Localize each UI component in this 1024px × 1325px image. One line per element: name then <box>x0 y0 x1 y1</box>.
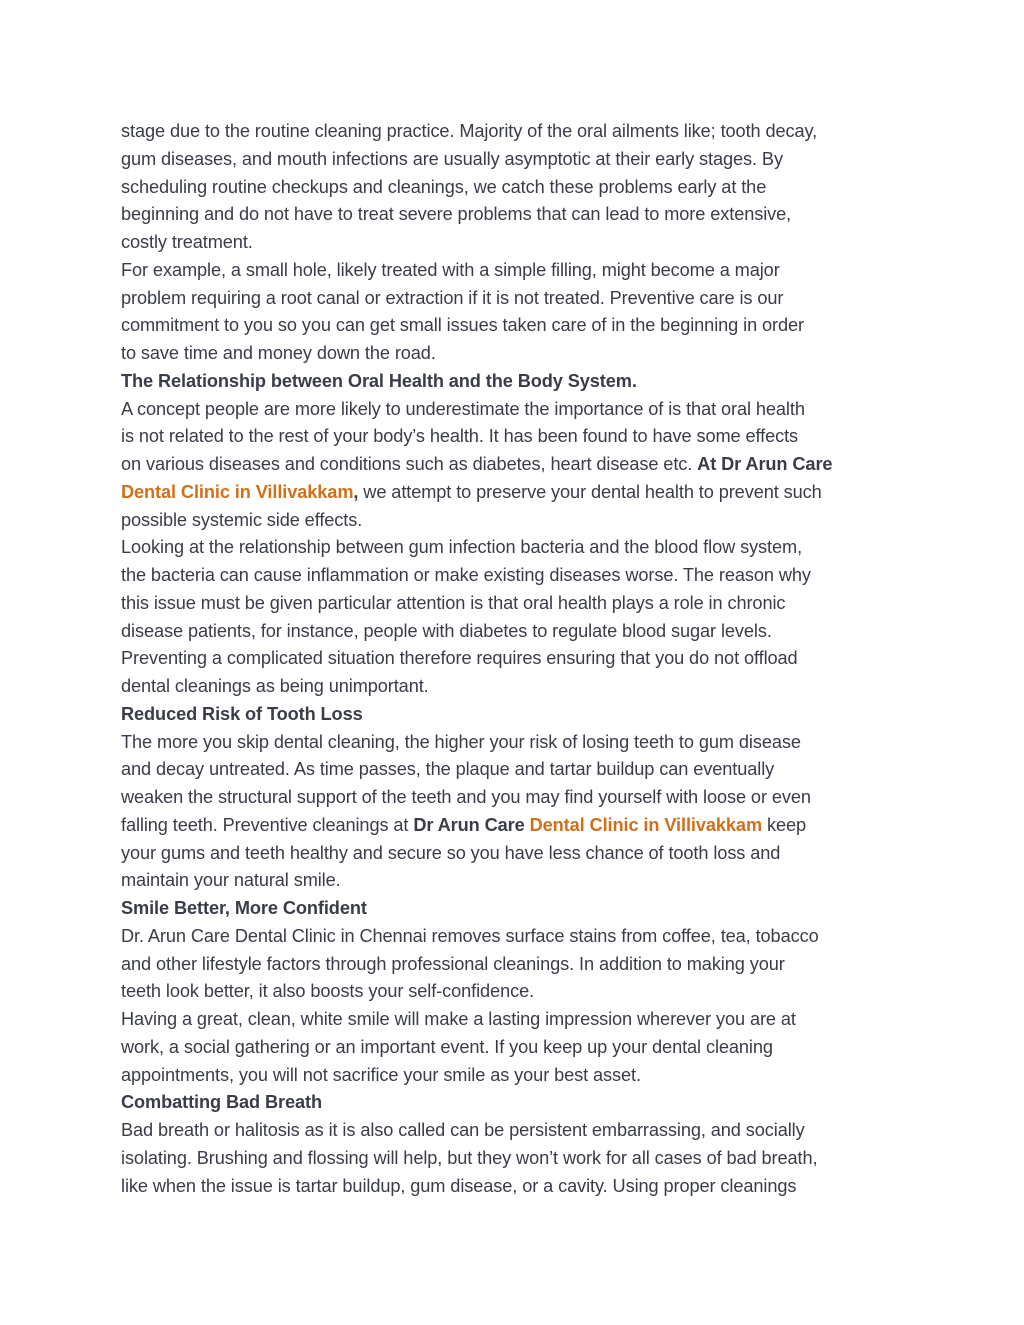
bold-text: At Dr Arun Care <box>697 454 833 474</box>
text-line <box>121 146 921 174</box>
text-line <box>121 729 921 757</box>
text-line <box>121 645 921 673</box>
text-line <box>121 1006 921 1034</box>
text-line <box>121 1062 921 1090</box>
text-line <box>121 1117 921 1145</box>
bold-text: Dr Arun Care <box>413 814 525 835</box>
text-segment: dental cleanings as being unimportant. <box>121 676 429 696</box>
text-line <box>121 590 921 618</box>
text-segment: is not related to the rest of your body’s health. It has been found to have some effects <box>121 426 799 447</box>
text-segment: like when the issue is tartar buildup, gum disease, or a cavity. Using proper cleanings <box>121 1175 797 1196</box>
text-line <box>121 423 921 451</box>
section-heading <box>121 368 921 396</box>
text-line <box>121 285 921 313</box>
text-line <box>121 534 921 562</box>
text-segment: on various diseases and conditions such as diabetes, heart disease etc. <box>121 454 698 474</box>
text-segment: your gums and teeth healthy and secure so you have less chance of tooth loss and <box>121 842 781 863</box>
text-segment: disease patients, for instance, people with diabetes to regulate blood sugar levels. <box>121 620 772 641</box>
section-heading <box>121 1089 921 1117</box>
text-segment: keep <box>762 814 807 835</box>
text-segment: appointments, you will not sacrifice your smile as your best asset. <box>121 1064 641 1085</box>
text-line <box>121 507 921 535</box>
text-line <box>121 978 921 1006</box>
text-segment: the bacteria can cause inflammation or make existing diseases worse. The reason why <box>121 565 811 585</box>
text-segment: possible systemic side effects. <box>121 509 363 530</box>
text-line <box>121 201 921 229</box>
text-line <box>121 618 921 646</box>
text-line <box>121 174 921 202</box>
text-line <box>121 396 921 424</box>
text-segment: maintain your natural smile. <box>121 870 341 891</box>
text-line <box>121 812 921 840</box>
text-line <box>121 562 921 590</box>
text-line <box>121 312 921 340</box>
heading-text: Combatting Bad Breath <box>121 1092 322 1113</box>
text-line <box>121 479 921 507</box>
text-line <box>121 1173 921 1201</box>
text-segment: falling teeth. Preventive cleanings at <box>121 814 414 835</box>
text-segment: problem requiring a root canal or extraction if it is not treated. Preventive care is our <box>121 287 784 308</box>
text-segment: isolating. Brushing and flossing will help, but they won’t work for all cases of bad breath, <box>121 1147 818 1168</box>
text-segment: Preventing a complicated situation therefore requires ensuring that you do not offload <box>121 648 798 669</box>
text-line <box>121 229 921 257</box>
text-segment: The more you skip dental cleaning, the higher your risk of losing teeth to gum disease <box>121 731 801 752</box>
text-segment: and other lifestyle factors through professional cleanings. In addition to making your <box>121 953 785 974</box>
text-segment: weaken the structural support of the teeth and you may find yourself with loose or even <box>121 787 811 807</box>
text-segment: scheduling routine checkups and cleanings, we catch these problems early at the <box>121 176 767 197</box>
text-segment: this issue must be given particular attention is that oral health plays a role in chronic <box>121 592 786 613</box>
text-segment: work, a social gathering or an important event. If you keep up your dental cleaning <box>121 1036 773 1057</box>
text-line <box>121 923 921 951</box>
text-segment: and decay untreated. As time passes, the plaque and tartar buildup can eventually <box>121 759 775 780</box>
text-line <box>121 1145 921 1173</box>
text-segment: costly treatment. <box>121 232 253 252</box>
text-line <box>121 867 921 895</box>
bold-text: , <box>353 481 359 502</box>
text-line <box>121 756 921 784</box>
heading-text: The Relationship between Oral Health and the Body System. <box>121 370 637 391</box>
text-segment: Looking at the relationship between gum infection bacteria and the blood flow system, <box>121 537 803 558</box>
section-heading <box>121 701 921 729</box>
heading-text: Smile Better, More Confident <box>121 898 367 918</box>
text-line <box>121 118 921 146</box>
heading-text: Reduced Risk of Tooth Loss <box>121 703 363 724</box>
clinic-link[interactable]: Dental Clinic in Villivakkam <box>121 481 354 502</box>
text-line <box>121 840 921 868</box>
section-heading <box>121 895 921 923</box>
text-line <box>121 257 921 285</box>
article-body <box>121 118 921 1200</box>
text-line <box>121 451 921 479</box>
text-segment: Dr. Arun Care Dental Clinic in Chennai removes surface stains from coffee, tea, tobacco <box>121 925 819 946</box>
clinic-link[interactable]: Dental Clinic in Villivakkam <box>529 814 763 835</box>
text-segment: beginning and do not have to treat severe problems that can lead to more extensive, <box>121 204 792 225</box>
text-segment: For example, a small hole, likely treated with a simple filling, might become a major <box>121 259 780 280</box>
text-segment: A concept people are more likely to underestimate the importance of is that oral health <box>121 398 805 419</box>
text-line <box>121 340 921 368</box>
text-line <box>121 673 921 701</box>
text-segment: gum diseases, and mouth infections are usually asymptotic at their early stages. By <box>121 148 783 169</box>
text-line <box>121 1034 921 1062</box>
text-segment: commitment to you so you can get small issues taken care of in the beginning in order <box>121 315 804 336</box>
text-segment: teeth look better, it also boosts your self-confidence. <box>121 981 535 1002</box>
text-segment: stage due to the routine cleaning practice. Majority of the oral ailments like; tooth decay, <box>121 121 818 141</box>
text-segment: we attempt to preserve your dental health to prevent such <box>358 481 822 502</box>
text-segment: Having a great, clean, white smile will make a lasting impression wherever you are at <box>121 1009 796 1029</box>
text-line <box>121 784 921 812</box>
text-line <box>121 951 921 979</box>
text-segment: to save time and money down the road. <box>121 343 436 363</box>
text-segment: Bad breath or halitosis as it is also called can be persistent embarrassing, and socially <box>121 1120 805 1140</box>
